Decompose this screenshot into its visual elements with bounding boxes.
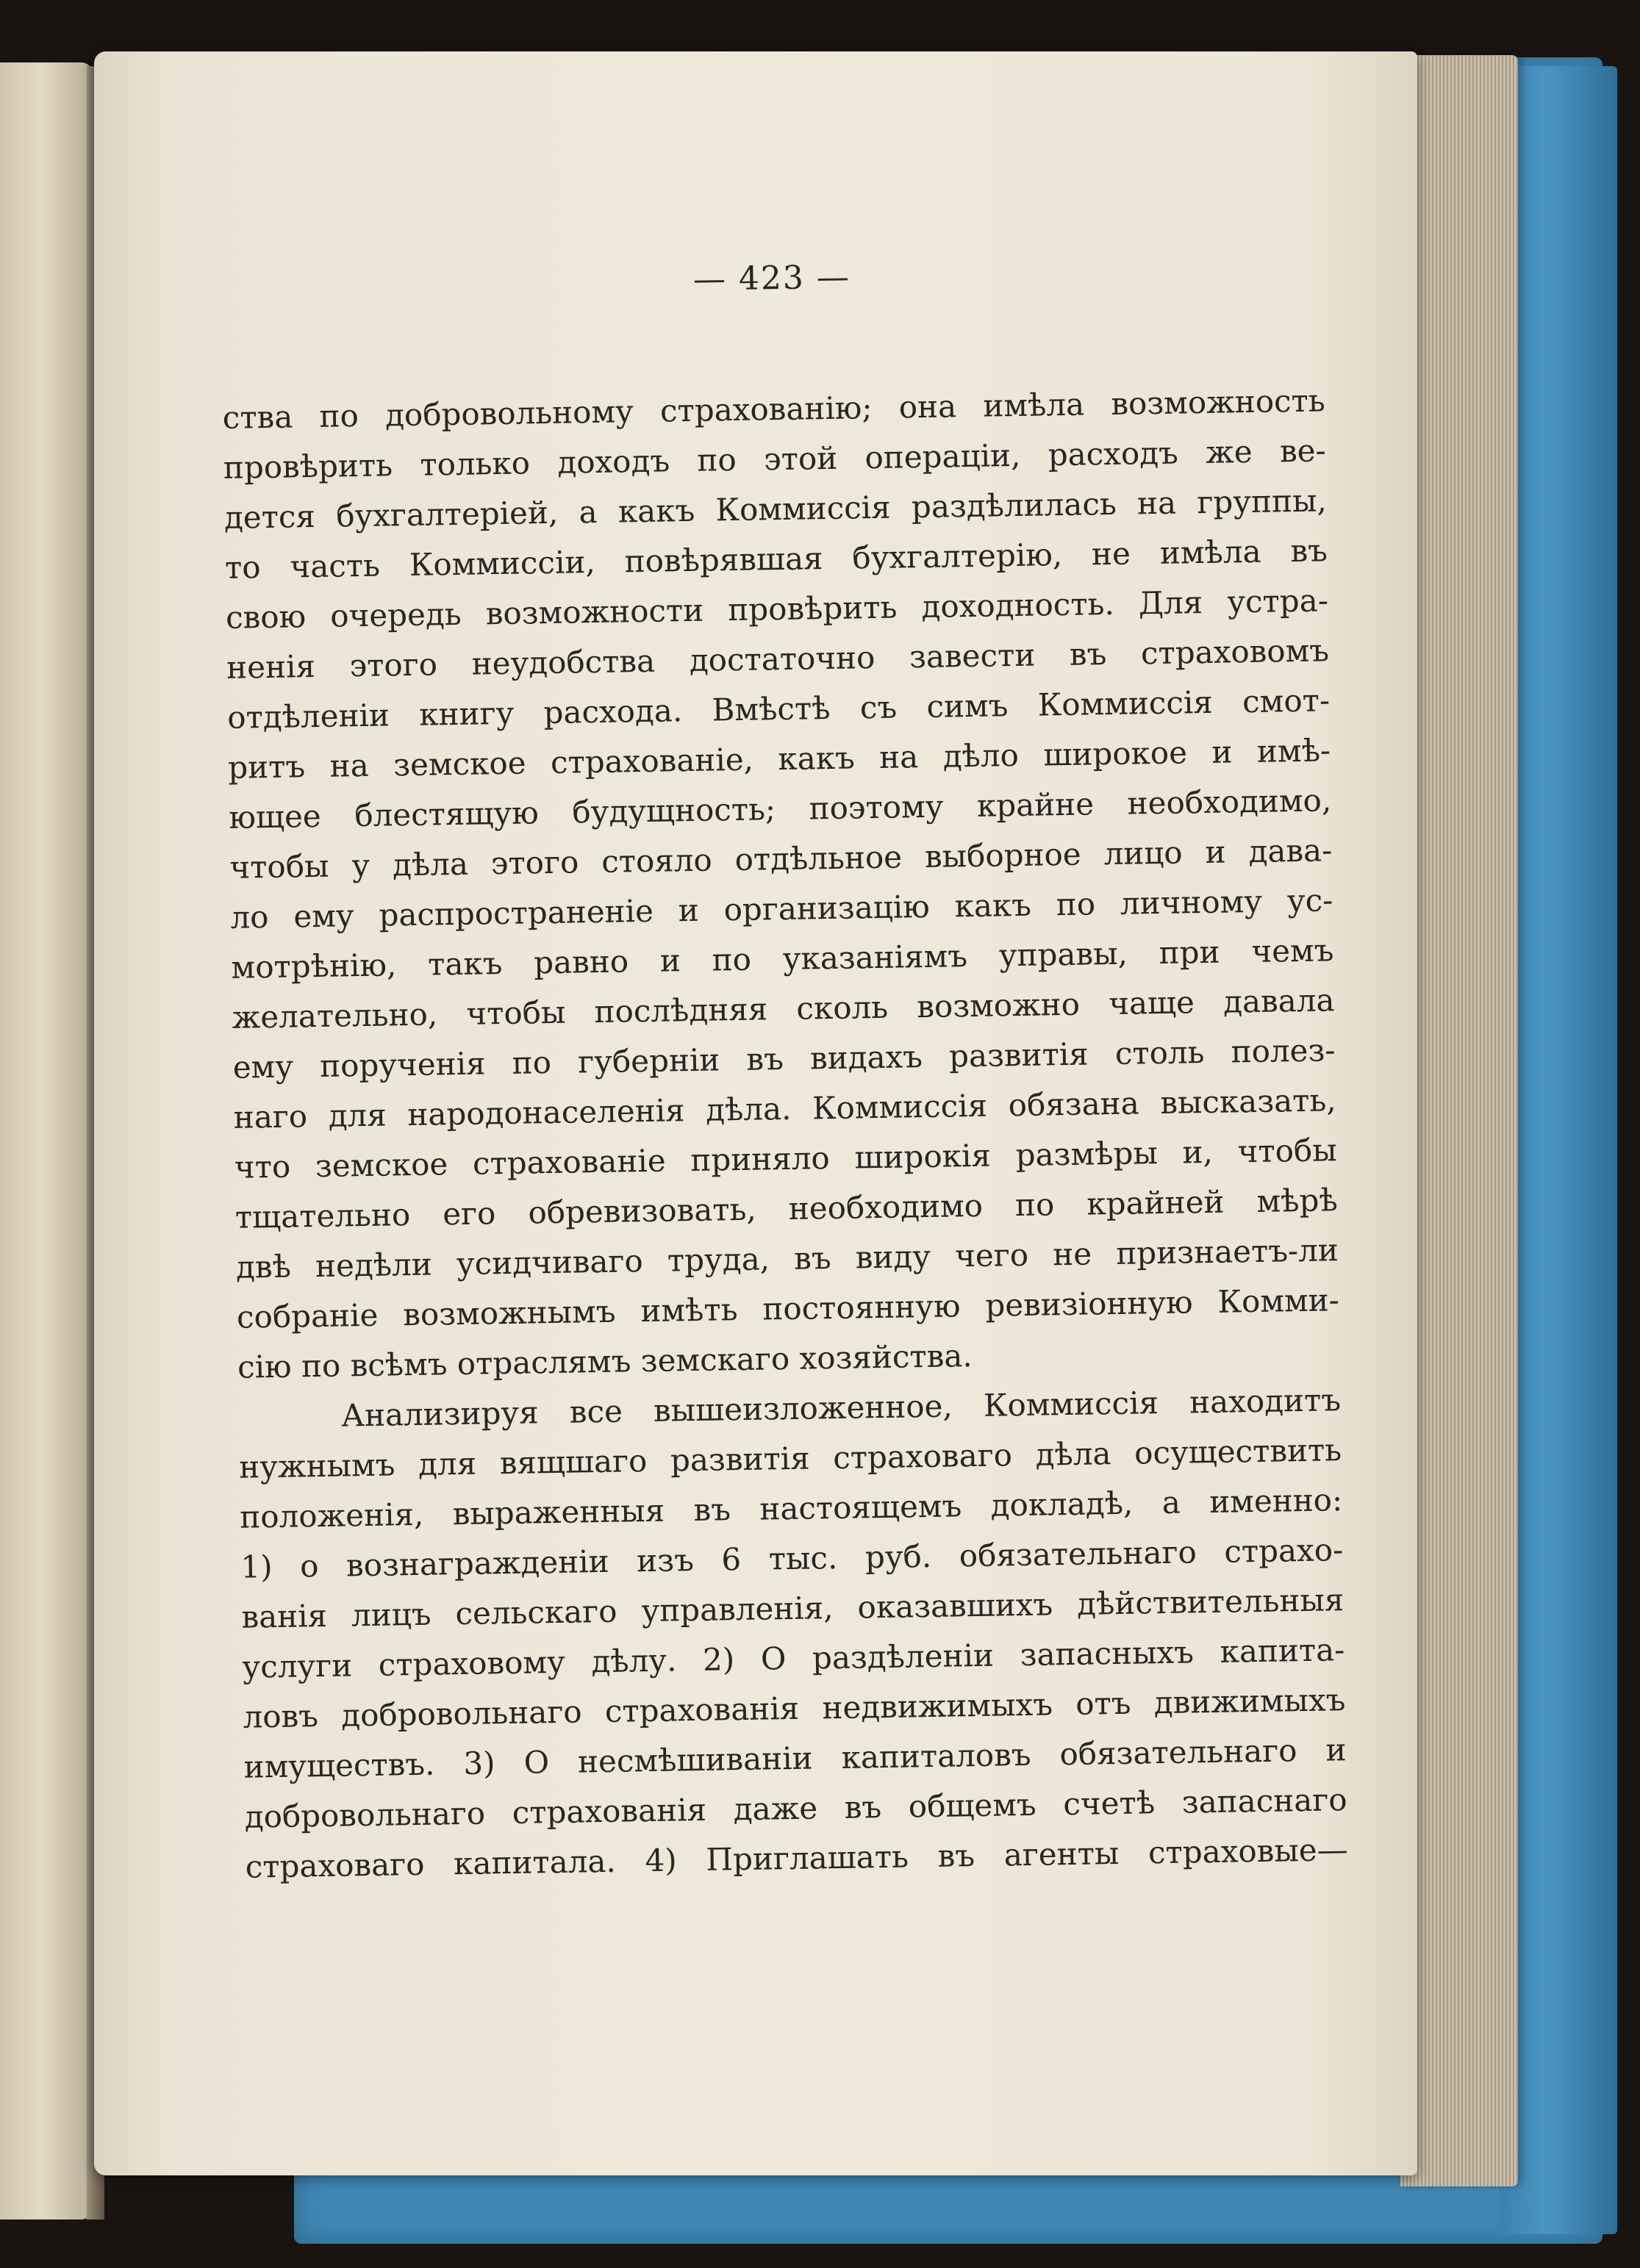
book-page — [94, 51, 1417, 2175]
text-line: услуги страховому дѣлу. 2) О раздѣленіи запасныхъ капита- — [242, 1632, 1345, 1685]
page-number: — 423 — — [692, 258, 851, 298]
text-line: ему порученія по губерніи въ видахъ развитія столь полез- — [232, 1032, 1336, 1085]
text-line: желательно, чтобы послѣдняя сколь возможно чаще давала — [232, 982, 1335, 1036]
text-line: 1) о вознагражденіи изъ 6 тыс. руб. обязательнаго страхо- — [240, 1532, 1344, 1585]
text-line: нужнымъ для вящшаго развитія страховаго дѣла осуществить — [238, 1432, 1342, 1485]
text-line: добровольнаго страхованія даже въ общемъ счетѣ запаснаго — [244, 1781, 1347, 1835]
text-line: двѣ недѣли усидчиваго труда, въ виду чего не признаетъ-ли — [235, 1232, 1339, 1285]
text-line: что земское страхованіе приняло широкія размѣры и, чтобы — [234, 1132, 1338, 1185]
page-stack-edge — [1400, 55, 1518, 2186]
text-line: ло ему распространеніе и организацію какъ по личному ус- — [230, 882, 1333, 936]
text-line: ритъ на земское страхованіе, какъ на дѣло широкое и имѣ- — [227, 732, 1331, 786]
text-line: страховаго капитала. 4) Приглашать въ агенты страховые— — [245, 1831, 1349, 1885]
text-line: положенія, выраженныя въ настоящемъ докладѣ, а именно: — [239, 1482, 1343, 1535]
left-page-edge — [0, 62, 92, 2219]
text-line: собраніе возможнымъ имѣть постоянную ревизіонную Комми- — [236, 1282, 1340, 1335]
text-line: имуществъ. 3) О несмѣшиваніи капиталовъ обязательнаго и — [243, 1731, 1347, 1785]
text-line: отдѣленіи книгу расхода. Вмѣстѣ съ симъ Коммиссія смот- — [226, 682, 1331, 736]
text-line: то часть Коммиссіи, повѣрявшая бухгалтерію, не имѣла въ — [224, 532, 1328, 586]
text-line: свою очередь возможности провѣрить доходность. Для устра- — [225, 582, 1329, 636]
text-line: ловъ добровольнаго страхованія недвижимыхъ отъ движимыхъ — [243, 1682, 1346, 1735]
text-line: ванія лицъ сельскаго управленія, оказавшихъ дѣйствительныя — [241, 1582, 1344, 1635]
text-line: ненія этого неудобства достаточно завести въ страховомъ — [226, 632, 1330, 686]
text-line: тщательно его обревизовать, необходимо по крайней мѣрѣ — [234, 1182, 1339, 1235]
text-line: сію по всѣмъ отраслямъ земскаго хозяйства. — [237, 1338, 973, 1385]
text-line: ства по добровольному страхованію; она имѣла возможность — [222, 382, 1326, 436]
text-line: дется бухгалтеріей, а какъ Коммиссія раздѣлилась на группы, — [223, 482, 1328, 536]
paragraph-first-line: Анализируя все вышеизложенное, Коммиссія находитъ — [340, 1382, 1342, 1434]
text-line: наго для народонаселенія дѣла. Коммиссія обязана высказать, — [233, 1082, 1336, 1135]
text-line: мотрѣнію, такъ равно и по указаніямъ управы, при чемъ — [231, 932, 1334, 986]
text-line: чтобы у дѣла этого стояло отдѣльное выборное лицо и дава- — [229, 832, 1333, 886]
page-text-block — [217, 34, 1349, 1885]
text-line: ющее блестящую будущность; поэтому крайне необходимо, — [228, 782, 1332, 836]
text-line: провѣрить только доходъ по этой операціи, расходъ же ве- — [223, 432, 1327, 486]
